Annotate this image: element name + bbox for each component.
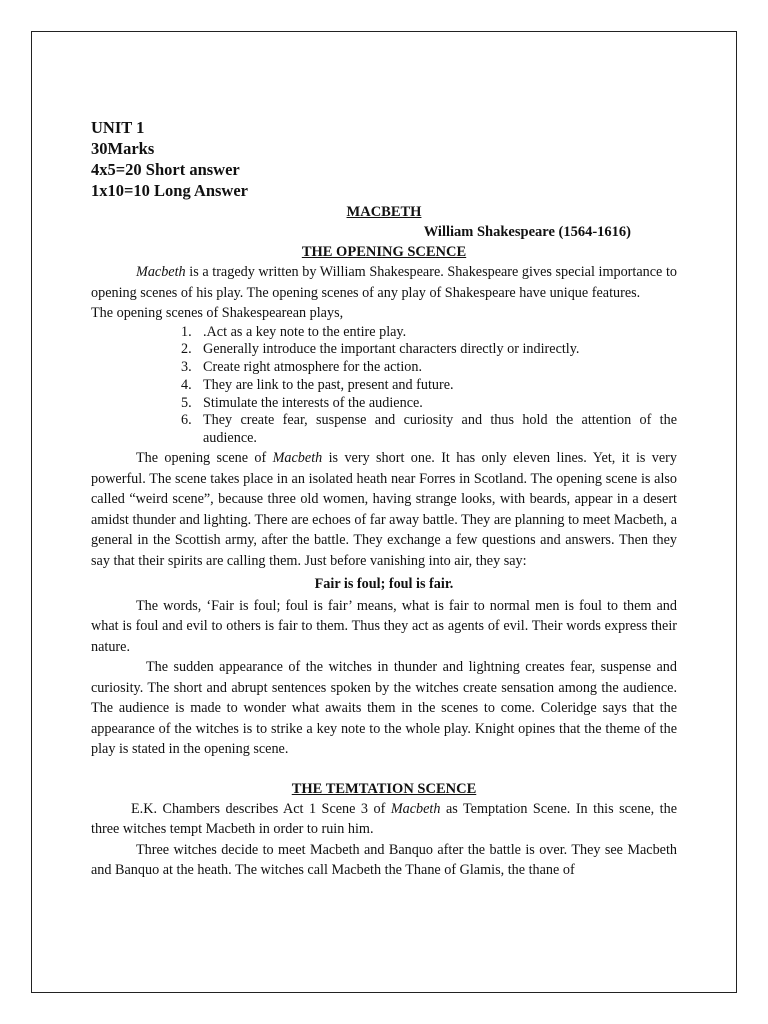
paragraph: The sudden appearance of the witches in thunder and lightning creates fear, suspense and curiosity. The short and abrupt sentences spoken by the witches create sensation among the audience. The audience is made to wonder what awaits them in the scenes to come. Coleridge says that the appearance of the witches is to strike a key note to the whole play. Knight opines that the theme of the play is stated in the opening scene. <box>91 659 677 758</box>
section-heading-temptation: THE TEMTATION SCENCE <box>291 780 477 797</box>
document-body <box>91 117 677 881</box>
paragraph <box>91 448 677 571</box>
list-text: They are link to the past, present and future. <box>203 376 454 393</box>
marks-line: 30Marks <box>91 139 155 158</box>
unit-title: UNIT 1 <box>91 118 145 137</box>
emphasis: Macbeth <box>390 800 441 817</box>
paragraph-text: is a tragedy written by William Shakespeare. Shakespeare gives special importance to opening scenes of his play. The opening scenes of any play of Shakespeare have unique features. <box>91 264 677 301</box>
paragraph-text: as Temptation Scene. In this scene, the three witches tempt Macbeth in order to ruin him. <box>91 800 677 838</box>
long-answer-line: 1x10=10 Long Answer <box>91 181 248 200</box>
spacer <box>91 760 677 779</box>
paragraph-text: is very short one. It has only eleven lines. Yet, it is very powerful. The scene takes place in an isolated heath near Forres in Scotland. The opening scene is also called “weird scene”, because three old women, having strange looks, with beards, appear in a desert amidst thunder and lighting. There are echoes of far away battle. They are planning to meet Macbeth, a general in the Scottish army, after the battle. They exchange a few questions and answers. Then they say that their spirits are calling them. Just before vanishing into air, they say: <box>91 450 677 569</box>
paragraph-text: The opening scene of <box>136 450 273 467</box>
list-number: 6. <box>181 412 192 429</box>
list-number: 2. <box>181 341 192 358</box>
paragraph: The words, ‘Fair is foul; foul is fair’ means, what is fair to normal men is foul to them and what is foul and evil to others is fair to them. Thus they act as agents of evil. Their words express their nature. <box>91 597 677 655</box>
feature-list <box>91 324 677 449</box>
short-answer-line: 4x5=20 Short answer <box>91 160 240 179</box>
list-number: 5. <box>181 394 192 411</box>
list-item <box>181 412 677 448</box>
list-number: 1. <box>181 323 192 340</box>
list-item <box>181 395 677 413</box>
list-text: Generally introduce the important characters directly or indirectly. <box>203 341 580 358</box>
author-line: William Shakespeare (1564-1616) <box>423 224 631 240</box>
list-item <box>181 359 677 377</box>
list-text: They create fear, suspense and curiosity and thus hold the attention of the audience. <box>203 412 677 447</box>
list-item <box>181 324 677 342</box>
emphasis: Macbeth <box>136 264 186 280</box>
section-heading-opening: THE OPENING SCENCE <box>301 244 467 260</box>
paragraph <box>91 799 677 840</box>
list-item <box>181 341 677 359</box>
list-text: Create right atmosphere for the action. <box>203 359 423 376</box>
list-intro: The opening scenes of Shakespearean plays, <box>91 305 344 321</box>
paragraph <box>91 262 677 303</box>
paragraph-text: E.K. Chambers describes Act 1 Scene 3 of <box>131 800 391 817</box>
list-number: 4. <box>181 376 192 393</box>
paragraph: Three witches decide to meet Macbeth and Banquo after the battle is over. They see Macbeth and Banquo at the heath. The witches call Macbeth the Thane of Glamis, the thane of <box>91 841 677 879</box>
list-text: .Act as a key note to the entire play. <box>203 323 407 340</box>
play-title: MACBETH <box>346 204 422 220</box>
list-number: 3. <box>181 359 192 376</box>
list-item <box>181 377 677 395</box>
emphasis: Macbeth <box>272 450 323 467</box>
quote: Fair is foul; foul is fair. <box>314 576 454 593</box>
list-text: Stimulate the interests of the audience. <box>203 394 423 411</box>
